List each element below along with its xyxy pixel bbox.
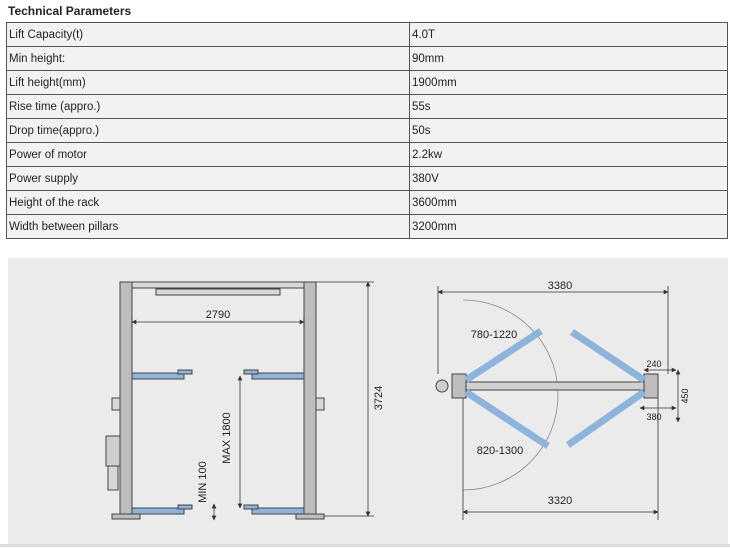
param-label: Min height: [7,47,410,71]
left-upper-arm [132,373,184,379]
param-value: 3600mm [410,191,728,215]
right-column-bracket [316,398,324,410]
column-depth-label: 240 [646,359,662,369]
param-value: 2.2kw [410,143,728,167]
column-width-label: 450 [680,388,690,404]
table-row [7,95,728,119]
front-height-label: 3724 [373,385,385,411]
param-label: Lift height(mm) [7,71,410,95]
top-view [436,300,658,490]
param-label: Height of the rack [7,191,410,215]
drawing-canvas [8,258,728,544]
lift-dimension-drawing [8,258,728,544]
left-lower-pad [178,505,192,509]
param-label: Lift Capacity(t) [7,23,410,47]
param-label: Power supply [7,167,410,191]
right-base-plate [296,514,324,519]
param-value: 50s [410,119,728,143]
top-arm-short-right [572,332,644,380]
top-power-unit [436,380,448,392]
right-upper-arm [252,373,304,379]
power-unit-motor [106,436,120,466]
technical-parameters-table [6,22,728,239]
right-column [304,282,316,516]
left-column [120,282,132,516]
table-row [7,71,728,95]
table-row [7,47,728,71]
right-upper-pad [244,370,258,374]
overhead-bar [156,289,280,295]
param-value: 55s [410,95,728,119]
section-title: Technical Parameters [8,4,132,18]
param-label: Power of motor [7,143,410,167]
top-left-column [452,374,466,398]
table-row [7,143,728,167]
left-upper-pad [178,370,192,374]
short-arm-range-label: 780-1220 [470,329,518,341]
long-arm-range-label: 820-1300 [476,445,524,457]
param-value: 4.0T [410,23,728,47]
param-value: 1900mm [410,71,728,95]
top-overall-width-label: 3380 [547,280,573,292]
left-lower-arm [132,508,184,514]
base-depth-label: 380 [646,412,662,422]
param-label: Rise time (appro.) [7,95,410,119]
power-unit-tank [108,466,118,490]
table-row [7,215,728,239]
left-base-plate [112,514,140,519]
param-label: Drop time(appro.) [7,119,410,143]
right-lower-arm [252,508,304,514]
max-height-label: MAX 1800 [221,412,233,464]
front-width-label: 2790 [205,309,231,321]
param-label: Width between pillars [7,215,410,239]
top-arm-long-right [568,392,644,445]
top-right-column [644,374,658,398]
table-row [7,23,728,47]
front-dimensions [132,282,374,520]
left-column-bracket [112,398,120,410]
param-value: 380V [410,167,728,191]
param-value: 3200mm [410,215,728,239]
overhead-beam [130,282,306,288]
top-arm-long-left [466,392,548,446]
top-base-beam [460,382,650,390]
right-lower-pad [244,505,258,509]
table-row [7,119,728,143]
top-base-width-label: 3320 [547,495,573,507]
min-height-label: MIN 100 [197,461,209,503]
table-row [7,167,728,191]
param-value: 90mm [410,47,728,71]
table-row [7,191,728,215]
